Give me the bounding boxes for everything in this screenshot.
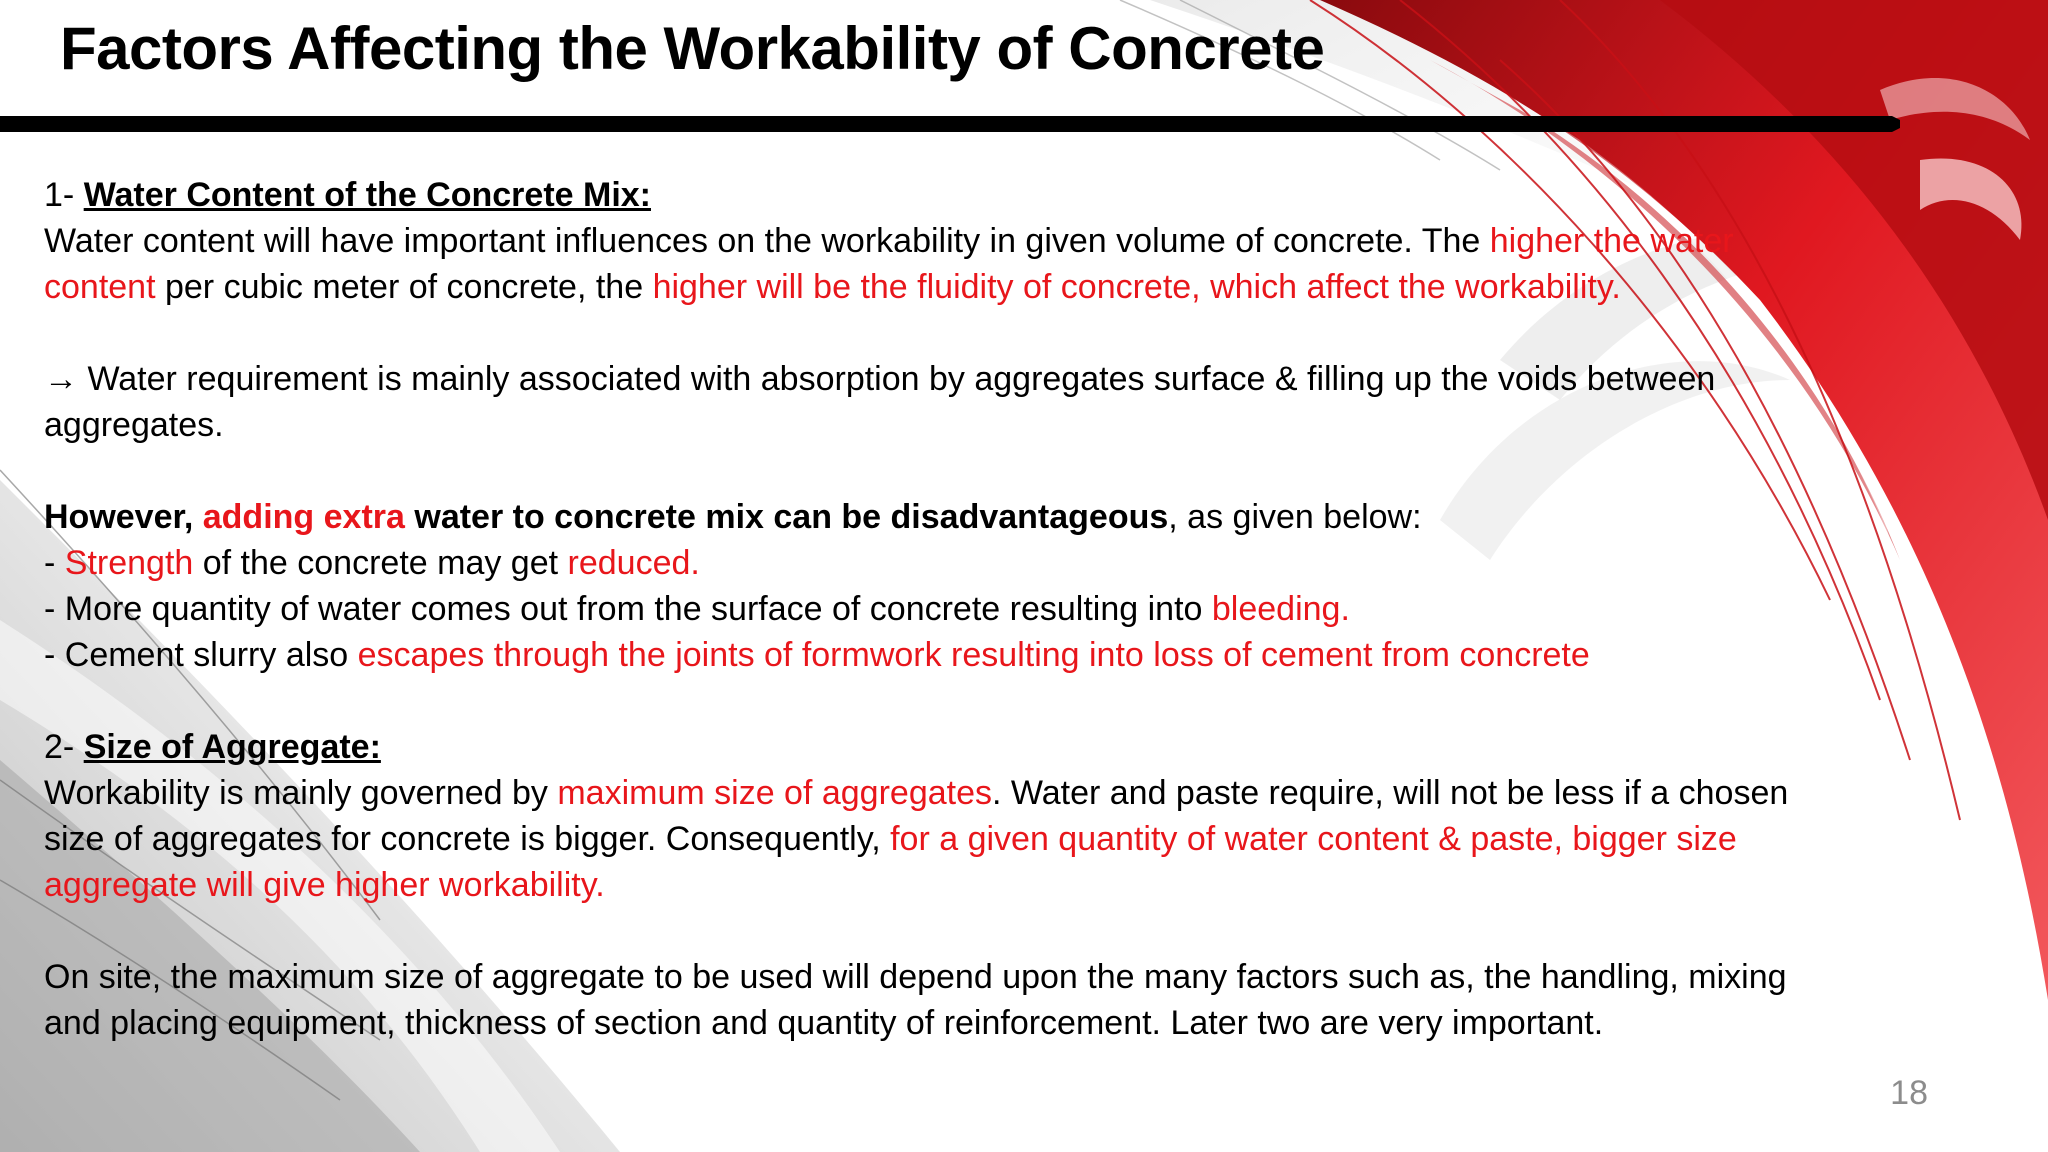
- text-run: , as given below:: [1168, 498, 1422, 536]
- section-number: 2-: [44, 728, 84, 766]
- page-number: 18: [1890, 1074, 1928, 1112]
- text-run: water to concrete mix can be disadvantageous: [404, 498, 1169, 536]
- text-run: Water content will have important influences on the workability in given volume of concrete. The: [44, 222, 1490, 260]
- section-2-paragraph: [44, 770, 1834, 908]
- highlight-run: higher will be the fluidity of concrete, which affect the workability.: [652, 268, 1621, 306]
- text-run: Water requirement is mainly associated with absorption by aggregates surface & filling up the voids between aggregates.: [44, 360, 1716, 444]
- spacer: [44, 908, 1834, 954]
- spacer: [44, 448, 1834, 494]
- section-number: 1-: [44, 176, 84, 214]
- section-title: Size of Aggregate:: [83, 728, 381, 766]
- section-1-heading: [44, 172, 1834, 218]
- section-1-note: [44, 356, 1834, 448]
- bullet-item: [44, 540, 1834, 586]
- slide-body: [44, 172, 1834, 1046]
- spacer: [44, 678, 1834, 724]
- text-run: Workability is mainly governed by: [44, 774, 558, 812]
- right-arrow-icon: →: [44, 360, 78, 398]
- text-run: . Water and paste require, will not be less if a chosen size of aggregates for concrete is bigger. Consequently,: [44, 774, 1789, 858]
- spacer: [44, 310, 1834, 356]
- slide-title: Factors Affecting the Workability of Concrete: [60, 15, 1325, 82]
- however-statement: [44, 494, 1834, 540]
- text-run: per cubic meter of concrete, the: [155, 268, 653, 306]
- text-run: - Cement slurry also: [44, 636, 358, 674]
- highlight-run: escapes through the joints of formwork resulting into loss of cement from concrete: [357, 636, 1590, 674]
- highlight-run: adding extra: [202, 498, 405, 536]
- text-run: of the concrete may get: [193, 544, 568, 582]
- highlight-run: Strength: [64, 544, 194, 582]
- highlight-run: for a given quantity of water content & paste, bigger size aggregate will give higher workability.: [44, 820, 1737, 904]
- section-1-paragraph: [44, 218, 1834, 310]
- title-underline-bar: [0, 116, 1900, 132]
- bullet-item: [44, 586, 1834, 632]
- text-run: - More quantity of water comes out from the surface of concrete resulting into: [44, 590, 1212, 628]
- bullet-item: [44, 632, 1834, 678]
- text-run: -: [44, 544, 65, 582]
- section-2-note: On site, the maximum size of aggregate to be used will depend upon the many factors such as, the handling, mixing and placing equipment, thickness of section and quantity of reinforcement. Later two are very important.: [44, 958, 1787, 1042]
- highlight-run: reduced.: [567, 544, 700, 582]
- highlight-run: bleeding.: [1211, 590, 1350, 628]
- highlight-run: maximum size of aggregates: [557, 774, 992, 812]
- highlight-run: higher the water content: [44, 222, 1734, 306]
- text-run: However,: [44, 498, 203, 536]
- section-2-heading: [44, 724, 1834, 770]
- section-title: Water Content of the Concrete Mix:: [83, 176, 651, 214]
